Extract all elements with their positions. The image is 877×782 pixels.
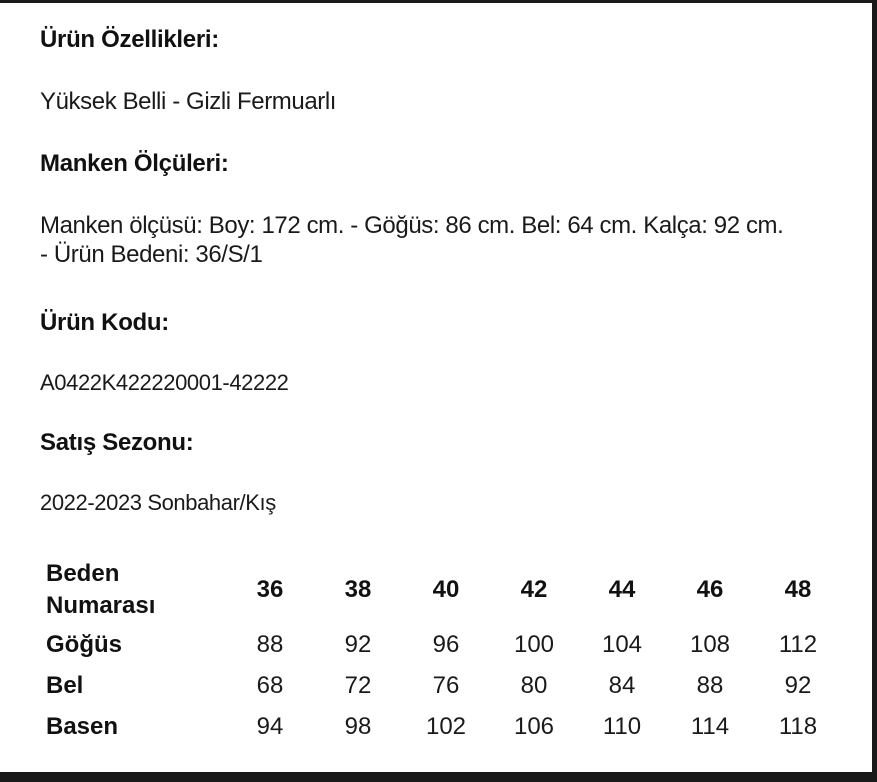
table-cell: 100 (513, 630, 555, 658)
table-cell: 110 (602, 712, 642, 740)
table-cell: 76 (432, 671, 460, 699)
table-cell: 68 (256, 671, 284, 699)
size-header-cell: 44 (608, 576, 636, 603)
size-header-cell: 40 (432, 576, 460, 603)
table-cell: 106 (513, 712, 555, 740)
table-cell: 98 (344, 712, 372, 740)
size-header-cell: 38 (344, 576, 372, 603)
size-header-label (40, 556, 226, 624)
product-code-heading: Ürün Kodu: (40, 309, 169, 336)
table-cell: 92 (344, 630, 372, 658)
row-label-hips: Basen (46, 712, 119, 740)
table-cell: 112 (778, 630, 818, 658)
table-cell: 96 (432, 630, 460, 658)
right-border (872, 0, 877, 782)
sales-season-heading: Satış Sezonu: (40, 429, 194, 456)
size-header-cell: 48 (784, 576, 812, 603)
model-measurements-text (40, 211, 783, 269)
table-cell: 88 (256, 630, 284, 658)
size-chart-table (40, 556, 842, 747)
table-cell: 72 (344, 671, 372, 699)
model-measurements-line-2: - Ürün Bedeni: 36/S/1 (40, 241, 263, 268)
model-measurements-heading: Manken Ölçüleri: (40, 150, 229, 177)
size-header-label-line-1: Beden (46, 560, 120, 587)
table-cell: 94 (256, 712, 284, 740)
row-label-waist: Bel (46, 671, 84, 699)
table-cell: 88 (696, 671, 724, 699)
table-cell: 84 (608, 671, 636, 699)
size-header-row (40, 556, 842, 624)
row-label-chest: Göğüs (46, 630, 122, 658)
sales-season-value: 2022-2023 Sonbahar/Kış (40, 490, 276, 515)
table-cell: 92 (784, 671, 812, 699)
table-cell: 80 (520, 671, 548, 699)
top-border (0, 0, 877, 3)
size-header-cell: 36 (256, 576, 284, 603)
features-text: Yüksek Belli - Gizli Fermuarlı (40, 88, 337, 115)
model-measurements-line-1: Manken ölçüsü: Boy: 172 cm. - Göğüs: 86 cm. Bel: 64 cm. Kalça: 92 cm. (40, 212, 784, 239)
table-cell: 108 (689, 630, 731, 658)
table-row-hips (40, 706, 842, 747)
table-row-chest (40, 624, 842, 665)
size-header-cell: 42 (520, 576, 548, 603)
table-cell: 114 (690, 712, 730, 740)
size-header-cell: 46 (696, 576, 724, 603)
size-header-label-line-2: Numarası (46, 592, 156, 619)
bottom-border (0, 772, 877, 782)
table-row-waist (40, 665, 842, 706)
table-cell: 102 (425, 712, 467, 740)
table-cell: 104 (601, 630, 643, 658)
product-code-value: A0422K422220001-42222 (40, 370, 289, 395)
table-cell: 118 (778, 712, 818, 740)
features-heading: Ürün Özellikleri: (40, 26, 219, 53)
